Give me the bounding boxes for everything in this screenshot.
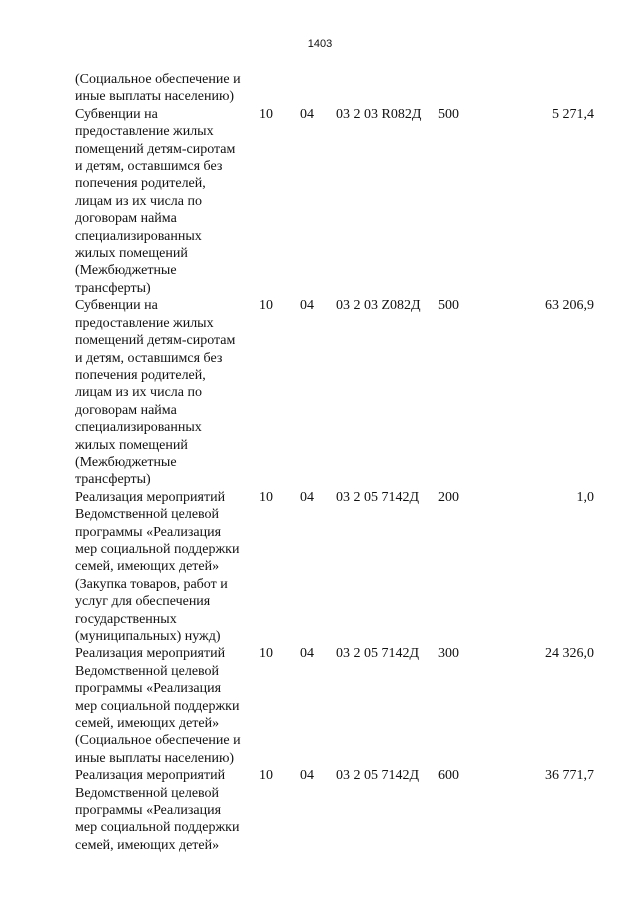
table-row: [0, 645, 640, 767]
row-subsection: 04: [300, 646, 314, 662]
row-description: Реализация мероприятий Ведомственной целевой программы «Реализация мер социальной поддержки семей, имеющих детей» (Закупка товаров, работ и услуг для обеспечения государственных (муниципальных) нужд): [75, 489, 240, 644]
table-row: [0, 489, 640, 646]
row-expense-type: 600: [438, 768, 459, 784]
row-description: Субвенции на предоставление жилых помещений детям-сиротам и детям, оставшимся без попечения родителей, лицам из их числа по договорам найма специализированных жилых помещений (Межбюджетные трансферты): [75, 106, 236, 296]
row-target-article: 03 2 03 R082Д: [336, 106, 422, 122]
row-amount: 1,0: [576, 489, 594, 505]
row-amount: 5 271,4: [552, 106, 594, 122]
row-section: 10: [259, 646, 273, 662]
page-number: 1403: [307, 38, 333, 50]
row-target-article: 03 2 05 7142Д: [336, 768, 420, 784]
row-description: Реализация мероприятий Ведомственной целевой программы «Реализация мер социальной поддержки семей, имеющих детей»: [75, 768, 240, 853]
row-description: Реализация мероприятий Ведомственной целевой программы «Реализация мер социальной поддержки семей, имеющих детей» (Социальное обеспечение и иные выплаты населению): [75, 646, 241, 766]
row-subsection: 04: [300, 489, 314, 505]
row-amount: 24 326,0: [545, 646, 594, 662]
row-expense-type: 300: [438, 646, 459, 662]
row-target-article: 03 2 03 Z082Д: [336, 298, 421, 314]
row-description: (Социальное обеспечение и иные выплаты населению): [75, 72, 241, 105]
table-row: [0, 767, 640, 854]
row-description: Субвенции на предоставление жилых помещений детям-сиротам и детям, оставшимся без попечения родителей, лицам из их числа по договорам найма специализированных жилых помещений (Межбюджетные трансферты): [75, 298, 236, 488]
row-expense-type: 500: [438, 106, 459, 122]
row-expense-type: 200: [438, 489, 459, 505]
row-section: 10: [259, 298, 273, 314]
row-subsection: 04: [300, 106, 314, 122]
table-row-continuation: [0, 71, 640, 106]
row-target-article: 03 2 05 7142Д: [336, 489, 420, 505]
row-section: 10: [259, 106, 273, 122]
row-amount: 36 771,7: [545, 768, 594, 784]
budget-table: [0, 71, 640, 854]
row-amount: 63 206,9: [545, 298, 594, 314]
row-expense-type: 500: [438, 298, 459, 314]
row-section: 10: [259, 489, 273, 505]
row-target-article: 03 2 05 7142Д: [336, 646, 420, 662]
row-subsection: 04: [300, 768, 314, 784]
table-row: [0, 297, 640, 488]
row-subsection: 04: [300, 298, 314, 314]
table-row: [0, 106, 640, 297]
row-section: 10: [259, 768, 273, 784]
